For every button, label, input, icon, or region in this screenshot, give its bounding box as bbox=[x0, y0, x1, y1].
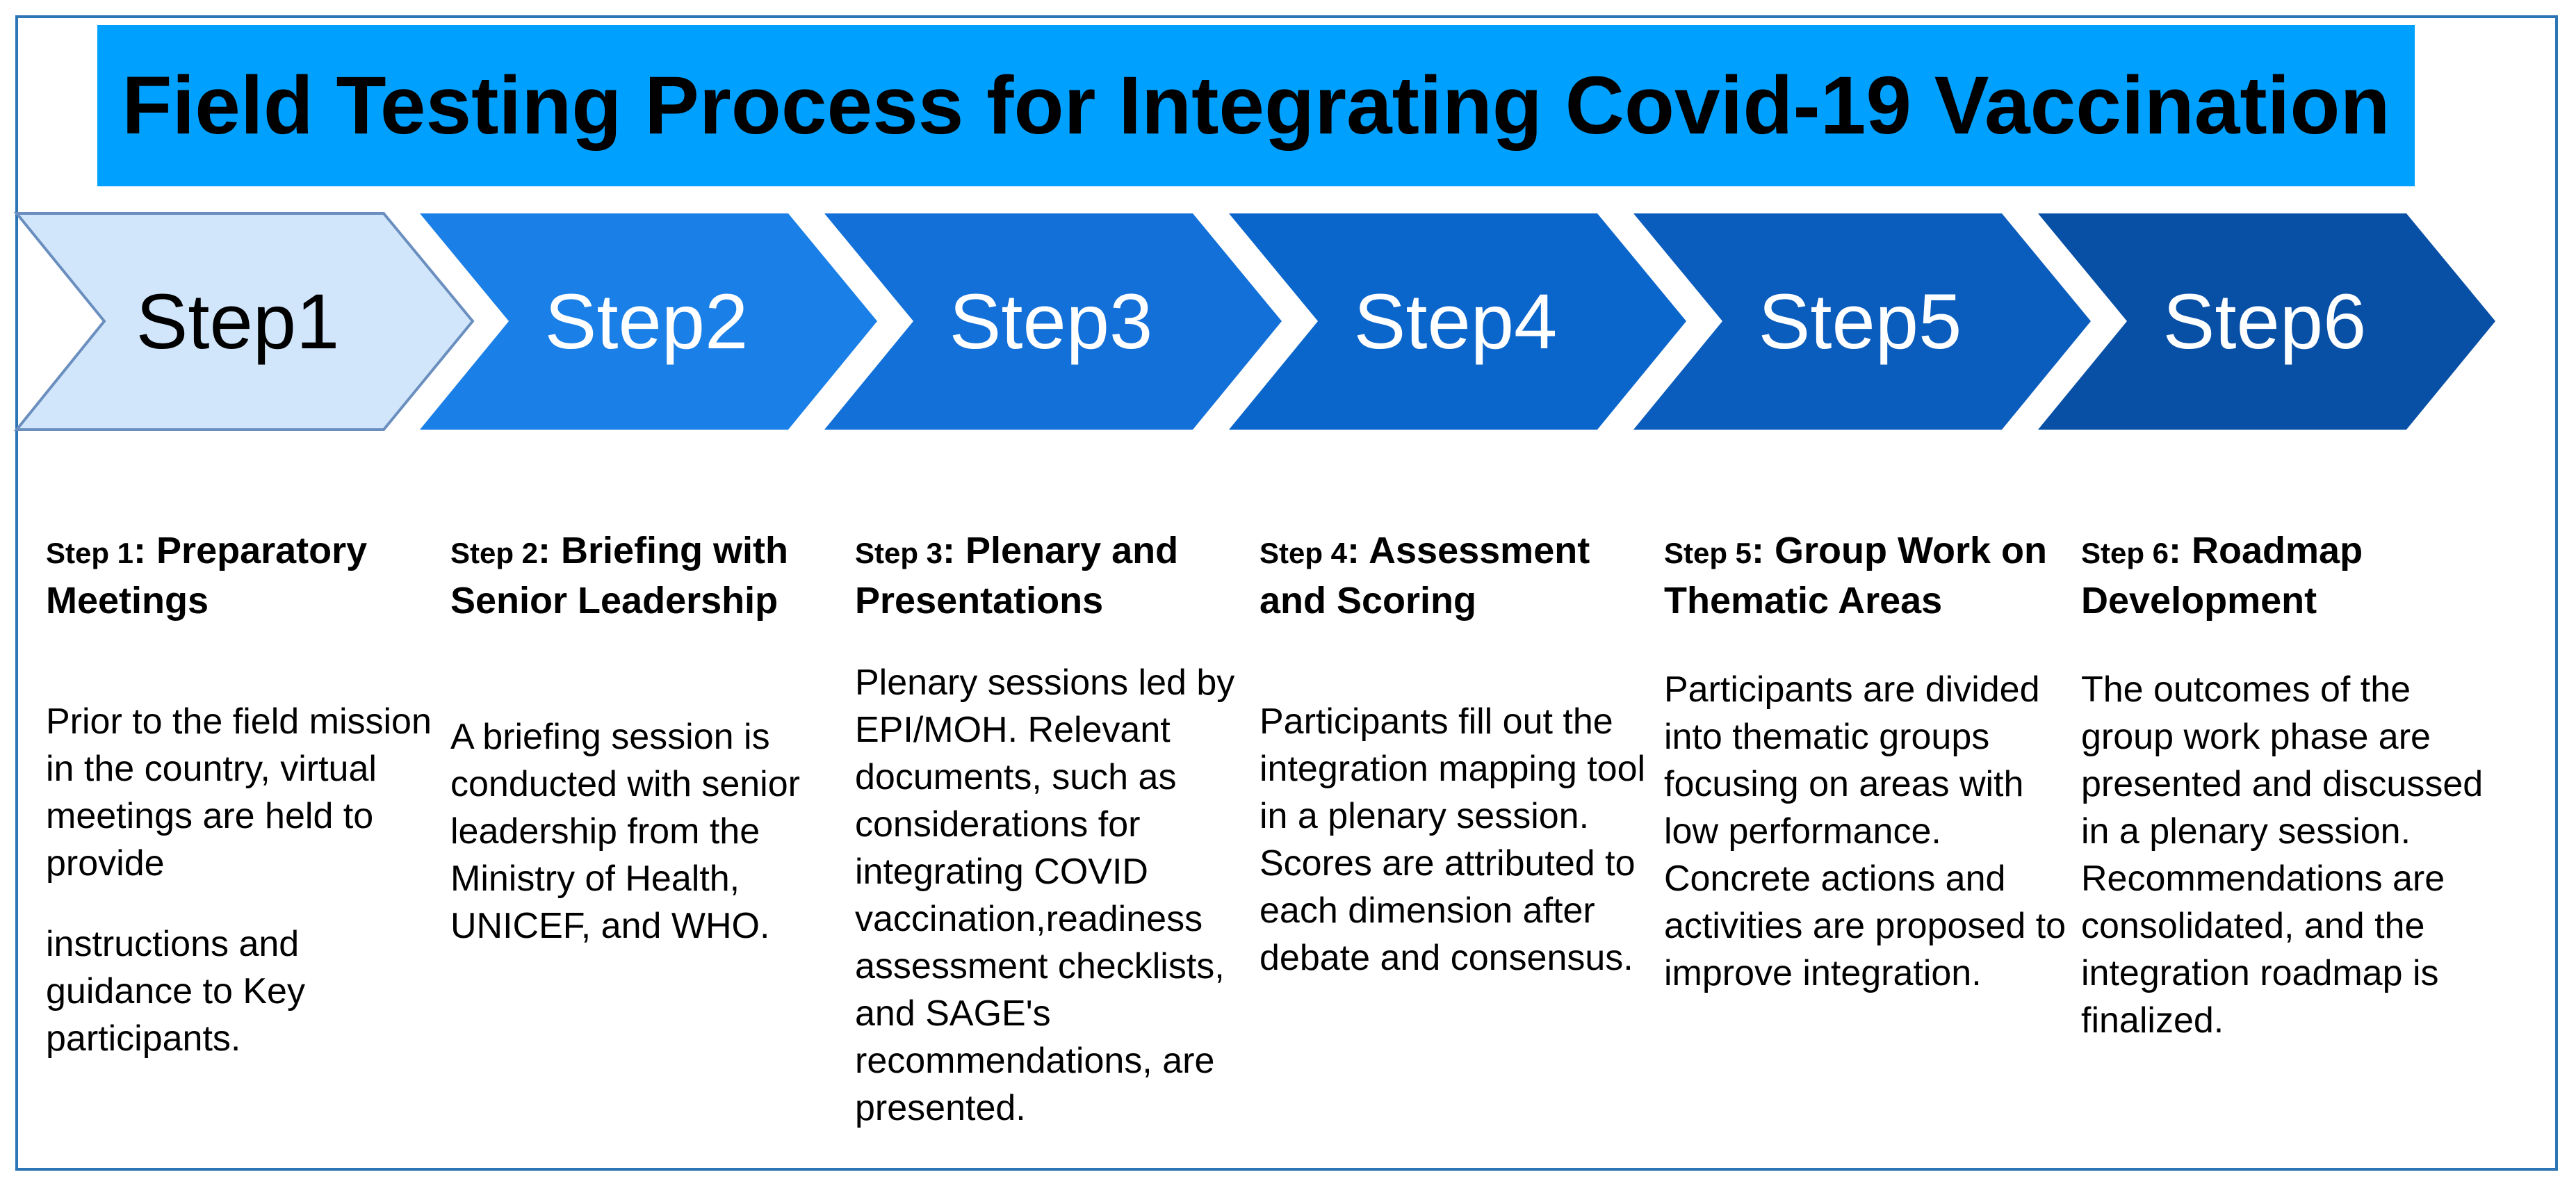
step6-heading bbox=[2081, 527, 2470, 624]
step3-description bbox=[855, 659, 1258, 1132]
step1-heading-prefix: Step 1 bbox=[46, 537, 134, 569]
step5-label: Step5 bbox=[1758, 278, 1962, 365]
step4-heading-title: : Assessment and Scoring bbox=[1260, 530, 1590, 622]
step2-paragraph-1: A briefing session is conducted with senior leadership from the Ministry of Health, UNICEF, and WHO. bbox=[450, 717, 800, 946]
step6-description bbox=[2081, 666, 2505, 1044]
step6-heading-prefix: Step 6 bbox=[2081, 537, 2169, 569]
step1-heading bbox=[46, 527, 435, 624]
step5-heading-prefix: Step 5 bbox=[1664, 537, 1752, 569]
title-banner bbox=[97, 25, 2415, 186]
step4-label: Step4 bbox=[1353, 278, 1558, 365]
step3-heading bbox=[855, 527, 1244, 624]
step1-paragraph-2: instructions and guidance to Key participants. bbox=[46, 924, 305, 1059]
step5-heading bbox=[1664, 527, 2053, 624]
step2-heading-title: : Briefing with Senior Leadership bbox=[450, 530, 789, 622]
step4-heading-prefix: Step 4 bbox=[1260, 537, 1348, 569]
step2-heading bbox=[450, 527, 840, 624]
step4-description bbox=[1260, 698, 1649, 982]
step1-heading-title: : Preparatory Meetings bbox=[46, 530, 368, 622]
step1-paragraph-1: Prior to the field mission in the country, virtual meetings are held to provide bbox=[46, 701, 432, 884]
step2-heading-prefix: Step 2 bbox=[450, 537, 539, 569]
step4-paragraph-1: Participants fill out the integration mapping tool in a plenary session. Scores are attributed to each dimension after debate and consensus. bbox=[1260, 701, 1646, 978]
step1-label: Step1 bbox=[136, 278, 340, 365]
step2-label: Step2 bbox=[544, 278, 749, 365]
step5-heading-title: : Group Work on Thematic Areas bbox=[1664, 530, 2048, 622]
step6-heading-title: : Roadmap Development bbox=[2081, 530, 2363, 622]
step3-paragraph-1: Plenary sessions led by EPI/MOH. Relevant documents, such as considerations for integrating COVID vaccination,readiness assessment checklists, and SAGE's recommendations, are presented. bbox=[855, 663, 1235, 1128]
step3-label: Step3 bbox=[949, 278, 1153, 365]
diagram-title: Field Testing Process for Integrating Covid-19 Vaccination bbox=[122, 60, 2390, 152]
step4-heading bbox=[1260, 527, 1649, 624]
step2-description bbox=[450, 713, 819, 950]
step3-heading-title: : Plenary and Presentations bbox=[855, 530, 1179, 622]
step6-label: Step6 bbox=[2162, 278, 2367, 365]
step3-heading-prefix: Step 3 bbox=[855, 537, 943, 569]
step5-paragraph-1: Participants are divided into thematic groups focusing on areas with low performance. Concrete actions and activities are proposed to improve integration. bbox=[1664, 669, 2066, 993]
step6-paragraph-1: The outcomes of the group work phase are presented and discussed in a plenary session. Recommendations are consolidated, and the integration roadmap is finalized. bbox=[2081, 669, 2484, 1041]
step5-description bbox=[1664, 666, 2067, 997]
step1-description bbox=[46, 698, 435, 1062]
